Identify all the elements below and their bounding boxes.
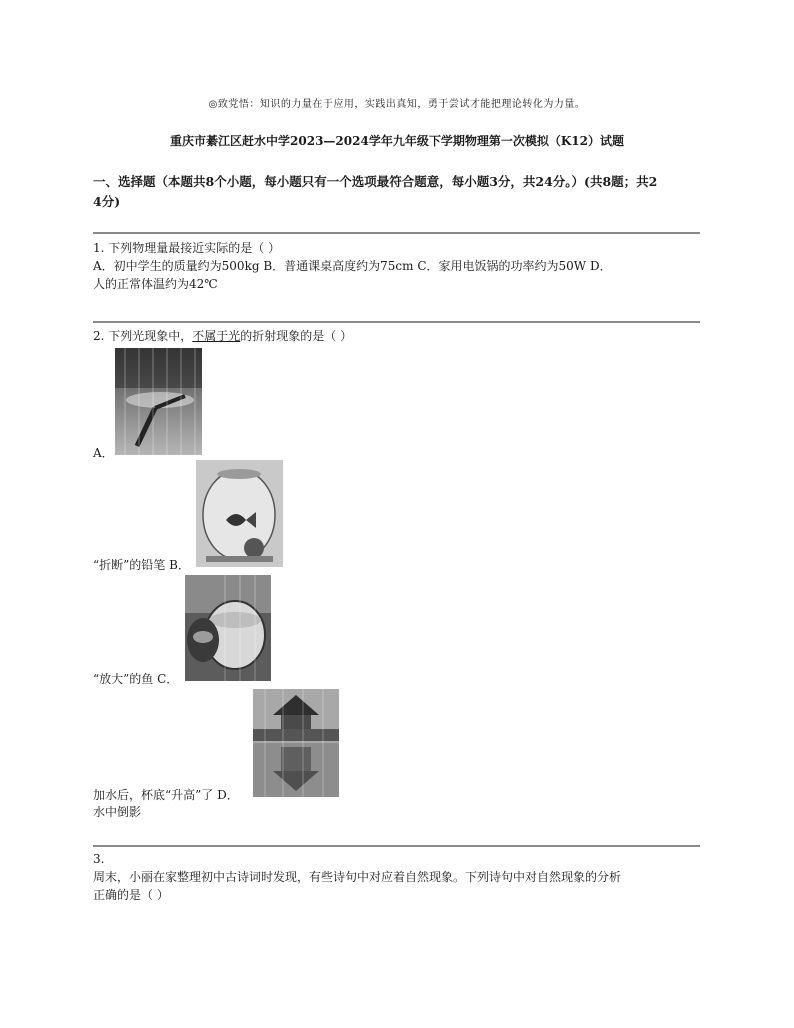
question-3-number: 3. bbox=[93, 852, 105, 866]
caption-b: “放大”的鱼 C． bbox=[93, 672, 179, 686]
section-heading bbox=[93, 172, 703, 212]
page-title: 重庆市綦江区赶水中学2023—2024学年九年级下学期物理第一次模拟（K12）试题 bbox=[170, 134, 624, 148]
question-3-stem: 周末，小丽在家整理初中古诗词时发现，有些诗句中对应着自然现象。下列诗句中对自然现象的分析 bbox=[93, 870, 622, 884]
question-1-options: A．初中学生的质量约为500kg B．普通课桌高度约为75cm C．家用电饭锅的功率约为50W D． bbox=[93, 259, 612, 273]
divider bbox=[93, 321, 700, 323]
section-heading-line1: 一、选择题（本题共8个小题，每小题只有一个选项最符合题意，每小题3分，共24分。）(共8题；共2 bbox=[93, 174, 658, 189]
section-heading-line2: 4分) bbox=[93, 194, 121, 209]
goldfish-bowl-photo bbox=[196, 460, 283, 567]
divider bbox=[93, 232, 700, 234]
pavilion-reflection-photo bbox=[253, 689, 339, 797]
option-a-label: A． bbox=[93, 446, 114, 460]
pencil-in-water-photo bbox=[115, 348, 202, 455]
question-3-stem-cont: 正确的是（ ） bbox=[93, 888, 169, 902]
question-1-options-cont: 人的正常体温约为42℃ bbox=[93, 277, 218, 291]
motto-line: ◎致党悟：知识的力量在于应用，实践出真知，勇于尝试才能把理论转化为力量。 bbox=[208, 99, 586, 110]
question-3 bbox=[93, 850, 703, 904]
emphasis-underline: 不属于光 bbox=[192, 329, 241, 343]
caption-a: “折断”的铅笔 B． bbox=[93, 558, 190, 572]
question-2-stem: 2. 下列光现象中，不属于光的折射现象的是（ ） bbox=[93, 329, 353, 343]
caption-d: 水中倒影 bbox=[93, 805, 142, 819]
question-1-stem: 1. 下列物理量最接近实际的是（ ） bbox=[93, 241, 281, 255]
question-1 bbox=[93, 239, 703, 293]
cup-with-water-photo bbox=[185, 575, 271, 681]
caption-c: 加水后，杯底“升高”了 D． bbox=[93, 788, 239, 802]
divider bbox=[93, 845, 700, 847]
